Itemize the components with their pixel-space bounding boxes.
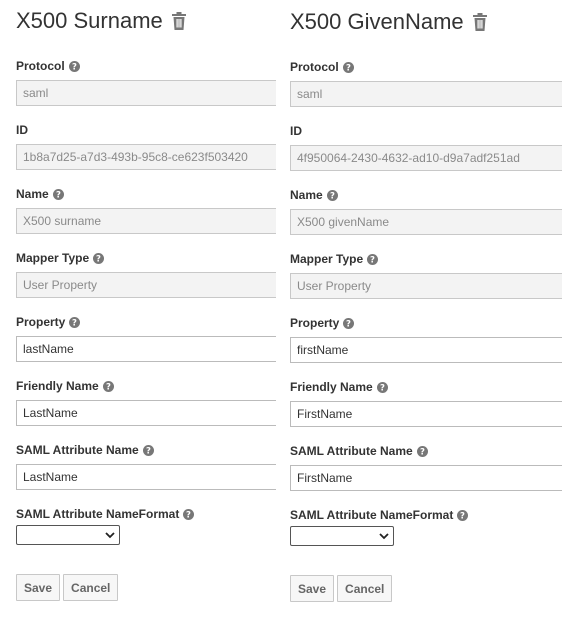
help-icon[interactable] <box>417 446 428 457</box>
property-input[interactable] <box>16 336 276 362</box>
help-icon[interactable] <box>377 382 388 393</box>
svg-text:?: ? <box>145 446 151 456</box>
chevron-down-icon <box>379 532 389 540</box>
protocol-field <box>16 58 276 106</box>
cancel-button[interactable]: Cancel <box>63 574 118 601</box>
save-button[interactable]: Save <box>16 574 60 601</box>
help-icon[interactable] <box>69 317 80 328</box>
saml-attribute-name-field <box>290 443 562 491</box>
id-label: ID <box>290 124 302 138</box>
help-icon[interactable] <box>367 254 378 265</box>
name-label: Name <box>290 188 323 202</box>
mapper-panel-x500-surname <box>16 0 276 619</box>
name-label: Name <box>16 187 49 201</box>
svg-text:?: ? <box>379 383 385 393</box>
svg-text:?: ? <box>186 510 192 520</box>
svg-text:?: ? <box>346 319 352 329</box>
help-icon[interactable] <box>343 318 354 329</box>
svg-text:?: ? <box>345 63 351 73</box>
svg-text:?: ? <box>72 318 78 328</box>
help-icon[interactable] <box>343 62 354 73</box>
id-input[interactable] <box>16 144 276 170</box>
protocol-field <box>290 59 562 107</box>
name-field <box>16 186 276 234</box>
name-input[interactable] <box>290 209 562 235</box>
mapper-type-field <box>290 251 562 299</box>
id-label: ID <box>16 123 28 137</box>
protocol-label: Protocol <box>290 60 339 74</box>
saml-attribute-name-input[interactable] <box>290 465 562 491</box>
mapper-title: X500 GivenName <box>290 9 464 34</box>
svg-text:?: ? <box>55 190 61 200</box>
help-icon[interactable] <box>93 253 104 264</box>
id-field <box>16 122 276 170</box>
saml-attribute-nameformat-label: SAML Attribute NameFormat <box>290 508 454 522</box>
property-input[interactable] <box>290 337 562 363</box>
form-actions <box>290 575 395 602</box>
mapper-type-input[interactable] <box>290 273 562 299</box>
property-label: Property <box>290 316 340 330</box>
mapper-type-label: Mapper Type <box>290 252 364 266</box>
trash-icon[interactable] <box>171 12 187 30</box>
saml-attribute-nameformat-field <box>16 506 276 545</box>
trash-icon[interactable] <box>472 13 488 31</box>
svg-text:?: ? <box>329 191 335 201</box>
svg-text:?: ? <box>105 382 111 392</box>
help-icon[interactable] <box>183 509 194 520</box>
property-label: Property <box>16 315 66 329</box>
help-icon[interactable] <box>69 61 80 72</box>
svg-text:?: ? <box>96 254 102 264</box>
saml-attribute-name-input[interactable] <box>16 464 276 490</box>
friendly-name-label: Friendly Name <box>290 380 373 394</box>
protocol-label: Protocol <box>16 59 65 73</box>
svg-text:?: ? <box>460 511 466 521</box>
saml-attribute-name-label: SAML Attribute Name <box>290 444 413 458</box>
help-icon[interactable] <box>457 510 468 521</box>
mapper-title: X500 Surname <box>16 8 163 33</box>
friendly-name-input[interactable] <box>290 401 562 427</box>
save-button[interactable]: Save <box>290 575 334 602</box>
help-icon[interactable] <box>327 190 338 201</box>
saml-attribute-nameformat-select[interactable] <box>16 525 120 545</box>
property-field <box>290 315 562 363</box>
friendly-name-field <box>290 379 562 427</box>
mapper-type-label: Mapper Type <box>16 251 90 265</box>
friendly-name-input[interactable] <box>16 400 276 426</box>
id-input[interactable] <box>290 145 562 171</box>
help-icon[interactable] <box>103 381 114 392</box>
saml-attribute-name-label: SAML Attribute Name <box>16 443 139 457</box>
mapper-type-input[interactable] <box>16 272 276 298</box>
name-input[interactable] <box>16 208 276 234</box>
friendly-name-label: Friendly Name <box>16 379 99 393</box>
svg-text:?: ? <box>419 447 425 457</box>
mapper-header <box>16 6 187 36</box>
chevron-down-icon <box>105 531 115 539</box>
id-field <box>290 123 562 171</box>
svg-text:?: ? <box>370 255 376 265</box>
name-field <box>290 187 562 235</box>
property-field <box>16 314 276 362</box>
protocol-input[interactable] <box>290 81 562 107</box>
saml-attribute-nameformat-label: SAML Attribute NameFormat <box>16 507 180 521</box>
saml-attribute-name-field <box>16 442 276 490</box>
cancel-button[interactable]: Cancel <box>337 575 392 602</box>
protocol-input[interactable] <box>16 80 276 106</box>
friendly-name-field <box>16 378 276 426</box>
help-icon[interactable] <box>53 189 64 200</box>
saml-attribute-nameformat-field <box>290 507 562 546</box>
mapper-header <box>290 7 488 37</box>
mapper-type-field <box>16 250 276 298</box>
help-icon[interactable] <box>143 445 154 456</box>
mapper-panel-x500-givenname <box>290 0 562 619</box>
saml-attribute-nameformat-select[interactable] <box>290 526 394 546</box>
svg-text:?: ? <box>71 62 77 72</box>
form-actions <box>16 574 121 601</box>
